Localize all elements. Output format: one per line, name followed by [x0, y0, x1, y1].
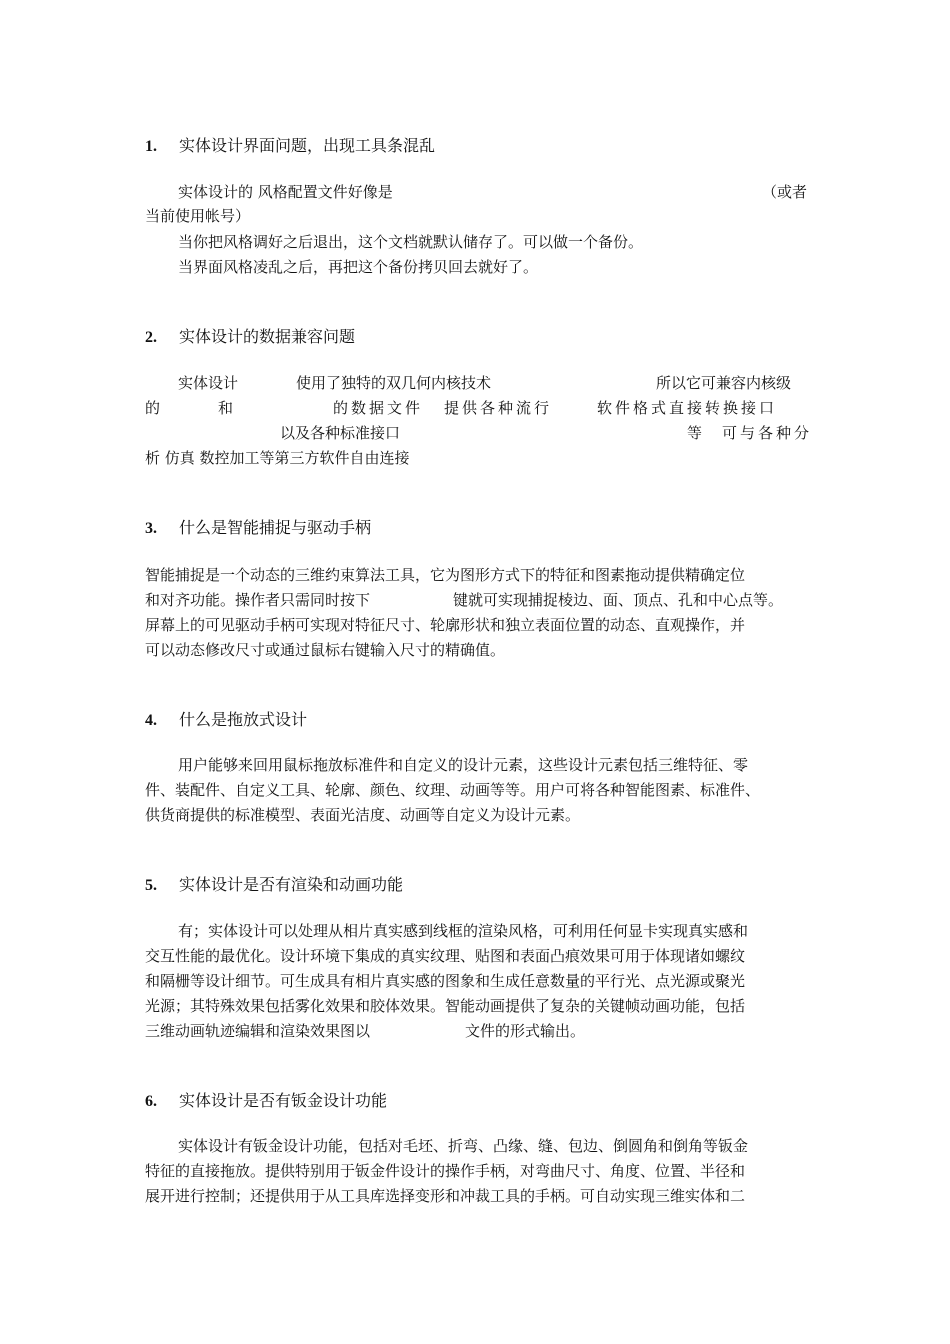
paragraph-line: 析 仿真 数控加工等第三方软件自由连接 — [145, 449, 410, 467]
paragraph-line: 当界面风格凌乱之后，再把这个备份拷贝回去就好了。 — [178, 258, 539, 276]
section-number: 5. — [145, 877, 157, 894]
paragraph-line: 软件格式直接转换接口 — [597, 399, 778, 417]
paragraph-line: 实体设计 — [178, 374, 239, 392]
section-title: 实体设计的数据兼容问题 — [179, 327, 356, 346]
paragraph-line: 可以动态修改尺寸或通过鼠标右键输入尺寸的精确值。 — [145, 641, 506, 659]
section-number: 3. — [145, 520, 157, 537]
paragraph-line: 光源；其特殊效果包括雾化效果和胶体效果。智能动画提供了复杂的关键帧动画功能，包括 — [145, 997, 746, 1015]
section-title: 实体设计界面问题，出现工具条混乱 — [179, 136, 436, 155]
paragraph-line: 实体设计的 风格配置文件好像是 — [178, 183, 393, 201]
paragraph-line: 的数据文件 — [333, 399, 424, 417]
paragraph-line: 和隔栅等设计细节。可生成具有相片真实感的图象和生成任意数量的平行光、点光源或聚光 — [145, 972, 746, 990]
section-heading-2 — [145, 324, 355, 347]
section-heading-5 — [145, 872, 403, 895]
paragraph-line: 件、装配件、自定义工具、轮廓、颜色、纹理、动画等等。用户可将各种智能图素、标准件、 — [145, 781, 761, 799]
section-number: 4. — [145, 712, 157, 729]
paragraph-line: 等 — [687, 424, 703, 442]
paragraph-line: 的 — [145, 399, 161, 417]
paragraph-line: 可与各种分 — [722, 424, 813, 442]
paragraph-line: 三维动画轨迹编辑和渲染效果图以 — [145, 1022, 371, 1040]
section-number: 6. — [145, 1093, 157, 1110]
paragraph-line: 文件的形式输出。 — [465, 1022, 586, 1040]
paragraph-line: 供货商提供的标准模型、表面光洁度、动画等自定义为设计元素。 — [145, 806, 581, 824]
section-number: 2. — [145, 329, 157, 346]
paragraph-line: （或者 — [762, 183, 808, 201]
paragraph-line: 有；实体设计可以处理从相片真实感到线框的渲染风格，可利用任何显卡实现真实感和 — [178, 922, 749, 940]
paragraph-line: 当你把风格调好之后退出，这个文档就默认储存了。可以做一个备份。 — [178, 233, 644, 251]
paragraph-line: 交互性能的最优化。设计环境下集成的真实纹理、贴图和表面凸痕效果可用于体现诸如螺纹 — [145, 947, 746, 965]
section-heading-6 — [145, 1088, 387, 1111]
paragraph-line: 智能捕捉是一个动态的三维约束算法工具，它为图形方式下的特征和图素拖动提供精确定位 — [145, 566, 746, 584]
paragraph-line: 所以它可兼容内核级 — [656, 374, 792, 392]
section-heading-3 — [145, 515, 371, 538]
paragraph-line: 和 — [218, 399, 234, 417]
section-heading-4 — [145, 707, 307, 730]
section-title: 实体设计是否有渲染和动画功能 — [179, 875, 404, 894]
section-title: 什么是拖放式设计 — [179, 710, 308, 729]
paragraph-line: 当前使用帐号） — [145, 207, 251, 225]
paragraph-line: 展开进行控制；还提供用于从工具库选择变形和冲裁工具的手柄。可自动实现三维实体和二 — [145, 1187, 746, 1205]
section-title: 实体设计是否有钣金设计功能 — [179, 1091, 388, 1110]
paragraph-line: 特征的直接拖放。提供特别用于钣金件设计的操作手柄，对弯曲尺寸、角度、位置、半径和 — [145, 1162, 746, 1180]
paragraph-line: 使用了独特的双几何内核技术 — [296, 374, 492, 392]
paragraph-line: 用户能够来回用鼠标拖放标准件和自定义的设计元素，这些设计元素包括三维特征、零 — [178, 756, 749, 774]
paragraph-line: 屏幕上的可见驱动手柄可实现对特征尺寸、轮廓形状和独立表面位置的动态、直观操作，并 — [145, 616, 746, 634]
section-number: 1. — [145, 138, 157, 155]
paragraph-line: 和对齐功能。操作者只需同时按下 — [145, 591, 371, 609]
section-heading-1 — [145, 133, 435, 156]
paragraph-line: 提供各种流行 — [444, 399, 553, 417]
section-title: 什么是智能捕捉与驱动手柄 — [179, 518, 372, 537]
paragraph-line: 以及各种标准接口 — [280, 424, 401, 442]
paragraph-line: 键就可实现捕捉棱边、面、顶点、孔和中心点等。 — [453, 591, 784, 609]
paragraph-line: 实体设计有钣金设计功能，包括对毛坯、折弯、凸缘、缝、包边、倒圆角和倒角等钣金 — [178, 1137, 749, 1155]
